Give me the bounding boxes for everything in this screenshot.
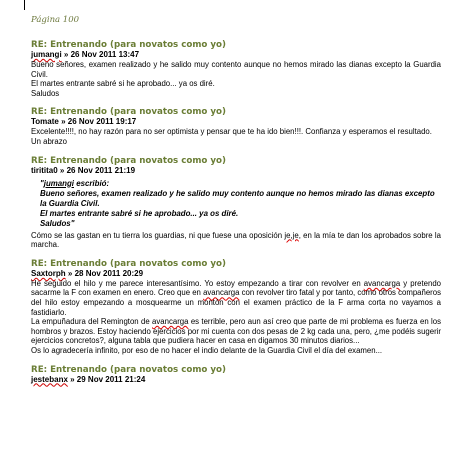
- post-text: El martes entrante sabré si he aprobado... ya os diré.: [31, 79, 215, 89]
- misspelled-word: avancarga: [152, 317, 189, 327]
- quote-text: El martes entrante sabré si he aprobado... ya os diré.: [40, 209, 239, 219]
- post-meta: [31, 166, 441, 176]
- post-text: Un abrazo: [31, 136, 67, 146]
- text-run: Cómo se las gastan en tu tierra los guardias, ni que fuese una oposición: [31, 230, 285, 240]
- text-run: es terrible, pero aun así creo que parte de mi problema es fuerza en los hombros y brazos. Estoy haciendo ejercicios por mi cuenta con dos pesas de 2 kg cada una, pero, ¿me podéis sugerir ejercicios concretos?, alguna tabla que pudiera hacer en casa en digamos 30 minutos diarios...: [31, 317, 442, 346]
- post-date: » 29 Nov 2011 21:24: [67, 374, 146, 384]
- post: [31, 107, 441, 146]
- post-author-link[interactable]: Tomate: [31, 117, 59, 127]
- post-text: Saludos: [31, 88, 60, 98]
- post-body: [31, 127, 441, 146]
- post-date: » 28 Nov 2011 20:29: [65, 268, 144, 278]
- text-run: La empuñadura del Remington de: [31, 317, 153, 327]
- post-body: [31, 231, 441, 250]
- post: [31, 156, 441, 250]
- post-body: [31, 60, 441, 98]
- text-run: con revolver tiro fatal y por tanto, como otros compañeros del hilo estoy empezando a mosquearme un montón con el examen práctico de la F arma corta no vayamos a fastidiarlo.: [31, 288, 441, 317]
- post-author-link[interactable]: jestebanx: [31, 374, 68, 384]
- forum-thread: [31, 40, 441, 394]
- post-title: RE: Entrenando (para novatos como yo): [31, 258, 226, 269]
- post-date: » 26 Nov 2011 13:47: [61, 50, 140, 59]
- post-author-link[interactable]: jumangi: [31, 50, 62, 59]
- quote-author[interactable]: jumangi: [43, 178, 74, 188]
- post-text: [31, 231, 441, 250]
- quote-author-suffix: escribió:: [74, 178, 110, 188]
- quote-text: Saludos": [40, 219, 75, 229]
- quote-header: "jumangi escribió:: [40, 178, 110, 188]
- post: [31, 40, 441, 98]
- post-title: RE: Entrenando (para novatos como yo): [31, 155, 226, 166]
- misspelled-word: avancarga: [203, 288, 240, 298]
- post-title: RE: Entrenando (para novatos como yo): [31, 107, 226, 118]
- post-author-link[interactable]: tiritita0: [31, 165, 58, 175]
- text-caret: [24, 0, 25, 10]
- quote-block: [40, 179, 441, 230]
- post-author-link[interactable]: Saxtorph: [31, 268, 66, 278]
- post-meta: [31, 117, 441, 127]
- post: [31, 365, 441, 385]
- page-label: Página 100: [31, 15, 80, 25]
- post-text: [31, 279, 441, 317]
- post-text: Excelente!!!!, no hay razón para no ser optimista y pensar que te ha ido bien!!!. Confianza y esperamos el resultado.: [31, 127, 432, 137]
- post-meta: [31, 50, 441, 60]
- post-meta: [31, 375, 441, 385]
- text-run: , en la mía te dan los aprobados sobre la marcha.: [31, 230, 441, 250]
- post-body: [31, 279, 441, 356]
- text-run: He seguido el hilo y me parece interesantísimo. Yo estoy empezando a tirar con revolver en: [31, 278, 364, 288]
- post-title: RE: Entrenando (para novatos como yo): [31, 364, 226, 375]
- text-run: y pretendo sacarme la F con examen en enero. Creo que en: [31, 278, 441, 298]
- misspelled-word: avancarga: [363, 278, 401, 288]
- post-text: Bueno señores, examen realizado y he salido muy contento aunque no hemos mirado las dianas excepto la Guardia Civil.: [31, 60, 441, 79]
- post-text: Os lo agradecería infinito, por eso de no hacer el indio delante de la Guardia Civil el día del examen...: [31, 345, 383, 355]
- misspelled-word: je,je: [284, 230, 299, 240]
- post-meta: [31, 269, 441, 279]
- post-date: » 26 Nov 2011 21:19: [57, 165, 136, 175]
- post-text: [31, 317, 441, 346]
- quote-text: Bueno señores, examen realizado y he salido muy contento aunque no hemos mirado las dianas excepto la Guardia Civil.: [40, 188, 435, 208]
- post-title: RE: Entrenando (para novatos como yo): [31, 40, 226, 50]
- post: [31, 259, 441, 356]
- post-date: » 26 Nov 2011 19:17: [58, 117, 137, 127]
